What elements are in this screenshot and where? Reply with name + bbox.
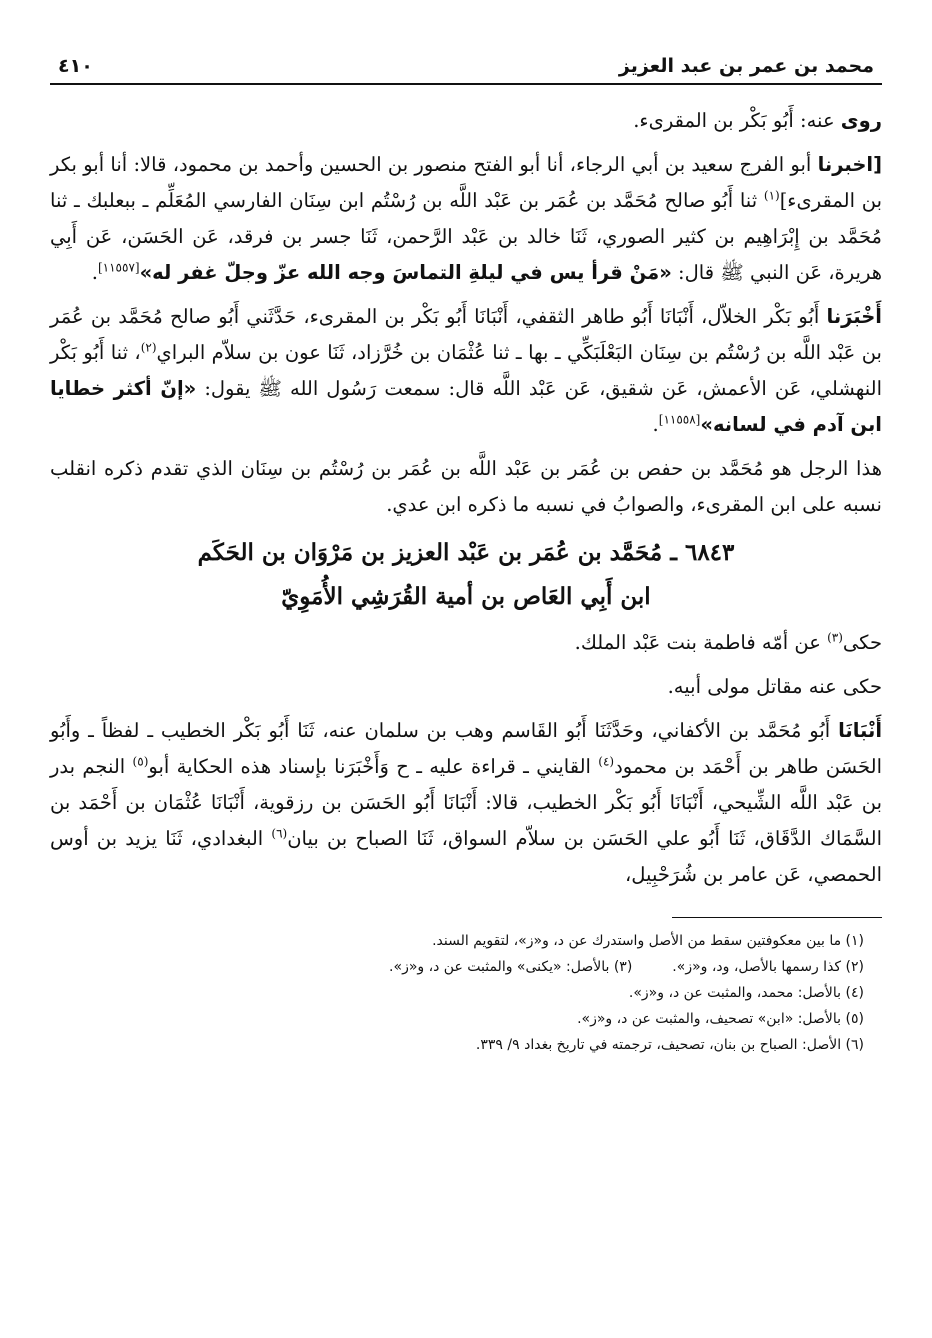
footnote-1: (١) ما بين معكوفتين سقط من الأصل واستدرك عن د، و«ز»، لتقويم السند. [432, 933, 864, 949]
footnote-6: (٦) الأصل: الصباح بن بنان، تصحيف، ترجمته في تاريخ بغداد ٩/ ٣٣٩. [475, 1037, 864, 1053]
paragraph-text: النجم بدر بن عَبْد اللَّه الشِّيحي، أَنْبَانَا أَبُو بَكْر الخطيب، قالا: أَنْبَانَا أَبُو الحَسَن بن رزقوية، أَنْبَانَا عُثْمَان بن أَحْمَد بن السَّمَاك الدَّقَاق، ثَنَا أَبُو علي الحَسَن بن سلاّم السواق، ثَنَا الصباح بن بيان [50, 755, 882, 850]
paragraph-6: حكى عنه مقاتل مولى أبيه. [667, 675, 882, 698]
footnote-ref: (١) [763, 188, 780, 203]
paragraph-text: حكى [842, 631, 882, 654]
hadith-quote: «إنّ أكثر خطايا ابن آدم في لسانه» [50, 377, 882, 436]
hadith-number: [١١٥٥٨] [658, 412, 701, 427]
sentence-end: . [91, 261, 98, 284]
footnotes [50, 928, 882, 1058]
page-header [50, 55, 882, 85]
book-page [50, 55, 882, 1058]
paragraph-text: ، ثنا أَبُو بَكْر النهشلي، عَن الأعمش، عَن شقيق، عَن عَبْد اللَّه قال: سمعت رَسُول الله ﷺ يقول: [50, 341, 883, 400]
footnote-5: (٥) بالأصل: «ابن» تصحيف، والمثبت عن د، و«ز». [577, 1011, 864, 1027]
paragraph-3 [50, 299, 882, 443]
paragraph-text: ثنا أَبُو صالح مُحَمَّد بن عُمَر بن عَبْد اللَّه بن رُسْتُم ابن سِنَان الفارسي المُعَلِّم ـ ببعلبك ـ ثنا مُحَمَّد بن إِبْرَاهِيم بن كثير الصوري، ثَنَا خالد بن عَبْد الرَّحمن، ثَنَا جسر بن فرقد، عَن الحَسَن، عَن أَبِي هريرة، عَن النبي ﷺ قال: [50, 189, 882, 284]
page-number: ٤١٠ [58, 55, 93, 77]
footnote-ref: (٣) [827, 630, 843, 645]
paragraph-4: هذا الرجل هو مُحَمَّد بن حفص بن عُمَر بن عَبْد اللَّه بن عُمَر بن رُسْتُم بن سِنَان الذي تقدم ذكره انقلب نسبه على ابن المقرىء، والصوابُ في نسبه ما ذكره ابن عدي. [50, 457, 882, 516]
paragraph-1 [50, 103, 882, 139]
entry-heading-line-2: ابن أَبِي العَاص بن أمية القُرَشِي الأُمَوِيّ [281, 583, 651, 610]
footnote-separator [672, 917, 882, 918]
footnote-ref: (٤) [598, 754, 615, 769]
paragraph-5 [50, 625, 882, 661]
running-title: محمد بن عمر بن عبد العزيز [618, 55, 874, 77]
footnote-2: (٢) كذا رسمها بالأصل، ود، و«ز». [672, 959, 864, 975]
paragraph-7 [50, 713, 882, 893]
lead-word: أَنْبَانَا [838, 719, 883, 742]
entry-heading-line-1: ٦٨٤٣ ـ مُحَمَّد بن عُمَر بن عَبْد العزيز بن مَرْوَان بن الحَكَم [197, 539, 735, 566]
paragraph-text: البغدادي، ثَنَا يزيد بن أوس الحمصي، عَن عامر بن شُرَحْبِيل، [50, 827, 882, 886]
paragraph-text: أَبُو بَكْر الخلاّل، أَنْبَانَا أَبُو طاهر الثقفي، أَنْبَانَا أَبُو بَكْر بن المقرىء، حَدَّثَني أَبُو صالح مُحَمَّد بن عُمَر بن عَبْد اللَّه بن رُسْتُم بن سِنَان البَعْلَبَكِّي ـ بها ـ ثنا عُثْمَان بن خُرَّزاد، ثَنَا عون بن سلاّم البراي [50, 305, 882, 364]
paragraph-2 [50, 147, 882, 291]
paragraph-text: عنه: أَبُو بَكْر بن المقرىء. [633, 109, 835, 132]
footnote-4: (٤) بالأصل: محمد، والمثبت عن د، و«ز». [628, 985, 864, 1001]
lead-word: [اخبرنا [817, 153, 882, 176]
paragraph-text: أبو الفرج سعيد بن أبي الرجاء، أنا أبو الفتح منصور بن الحسين وأحمد بن محمود، قالا: أنا أبو بكر بن المقرىء] [50, 153, 883, 212]
footnote-ref: (٥) [132, 754, 149, 769]
paragraph-text: أَبُو مُحَمَّد بن الأكفاني، وحَدَّثَنَا أَبُو القَاسم وهب بن سلمان عنه، ثَنَا أَبُو بَكْر الخطيب ـ لفظاً ـ وأَبُو الحَسَن طاهر بن أَحْمَد بن محمود [50, 719, 882, 778]
main-text [50, 103, 882, 893]
lead-word: روى [840, 109, 882, 132]
footnote-row [50, 954, 882, 980]
paragraph-text: عن أمّه فاطمة بنت عَبْد الملك. [574, 631, 821, 654]
sentence-end: . [652, 413, 659, 436]
footnote-ref: (٦) [271, 826, 288, 841]
paragraph-text: القايني ـ قراءة عليه ـ ح وَأَخْبَرَنا بإسناد هذه الحكاية أبو [148, 755, 591, 778]
footnote-ref: (٢) [140, 340, 157, 355]
hadith-quote: «مَنْ قرأ يس في ليلةِ التماسَ وجه الله عزّ وجلّ غفر له» [139, 261, 672, 284]
hadith-number: [١١٥٥٧] [97, 260, 140, 275]
footnote-3: (٣) بالأصل: «يكنى» والمثبت عن د، و«ز». [389, 959, 633, 975]
entry-heading [50, 531, 882, 619]
lead-word: أَخْبَرَنا [826, 305, 882, 328]
